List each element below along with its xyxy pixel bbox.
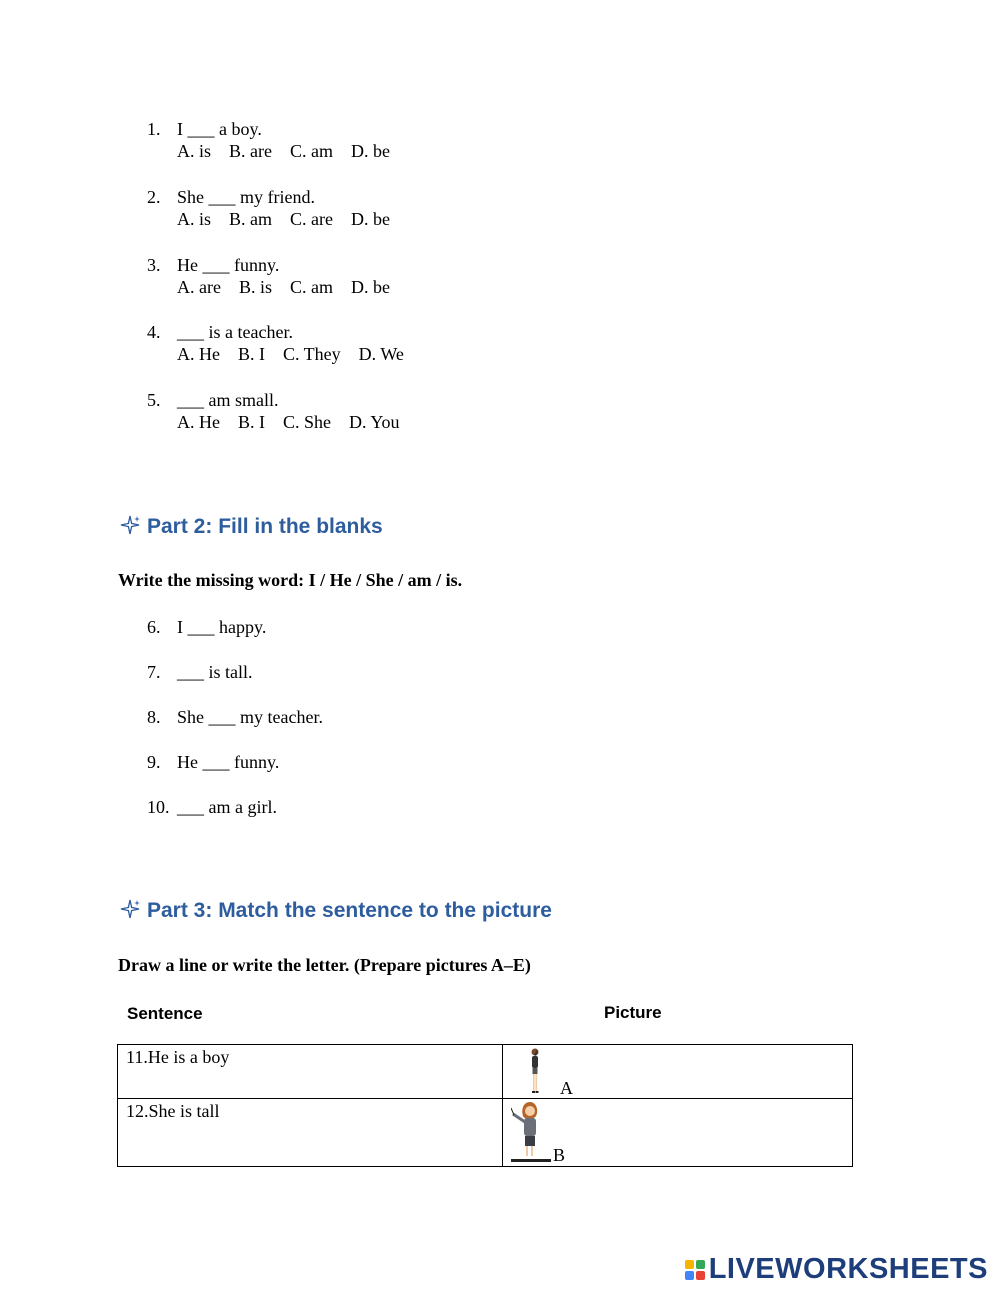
question-text: I ___ a boy. [177,119,262,139]
picture-cell [503,1045,853,1099]
table-row [118,1099,853,1167]
question-number: 2. [147,187,161,207]
part3-instruction: Draw a line or write the letter. (Prepare pictures A–E) [118,955,531,975]
question-number: 5. [147,390,161,410]
logo-tiles-icon [685,1260,705,1280]
question-number: 3. [147,255,161,275]
question-number: 6. [147,617,161,637]
question-options: A. He B. I C. She D. You [177,412,400,432]
sentence-cell: 12.She is tall [118,1099,503,1167]
sentence-cell: 11.He is a boy [118,1045,503,1099]
question-number: 10. [147,797,170,817]
part2-instruction: Write the missing word: I / He / She / am / is. [118,570,463,590]
table-row [118,1045,853,1099]
question-number: 8. [147,707,161,727]
question-text: He ___ funny. [177,255,280,275]
question-text: ___ am small. [177,390,279,410]
question-text: ___ is a teacher. [177,322,293,342]
picture-letter: B [553,1145,566,1165]
picture-letter: A [560,1078,573,1098]
part3-heading [118,897,552,923]
question-number: 4. [147,322,161,342]
sparkle-icon [118,897,142,921]
question-options: A. is B. are C. am D. be [177,141,390,161]
question-options: A. is B. am C. are D. be [177,209,390,229]
question-number: 9. [147,752,161,772]
question-options: A. are B. is C. am D. be [177,277,390,297]
picture-cell [503,1099,853,1167]
question-number: 7. [147,662,161,682]
question-text: ___ am a girl. [177,797,277,817]
question-options: A. He B. I C. They D. We [177,344,404,364]
question-text: ___ is tall. [177,662,253,682]
woman-on-phone-picture [525,1047,545,1095]
column-header-sentence: Sentence [127,1004,203,1023]
question-text: He ___ funny. [177,752,280,772]
part2-heading [118,513,383,539]
sparkle-icon [118,513,142,537]
teacher-with-pointer-picture [511,1100,555,1164]
column-header-picture: Picture [604,1003,662,1022]
part3-heading-text: Part 3: Match the sentence to the picture [147,899,552,922]
question-text: I ___ happy. [177,617,267,637]
matching-table [117,1044,853,1167]
question-text: She ___ my teacher. [177,707,323,727]
question-number: 1. [147,119,161,139]
logo-wordmark: LIVEWORKSHEETS [708,1253,988,1285]
question-text: She ___ my friend. [177,187,315,207]
liveworksheets-logo [685,1253,988,1286]
part2-heading-text: Part 2: Fill in the blanks [147,515,383,538]
